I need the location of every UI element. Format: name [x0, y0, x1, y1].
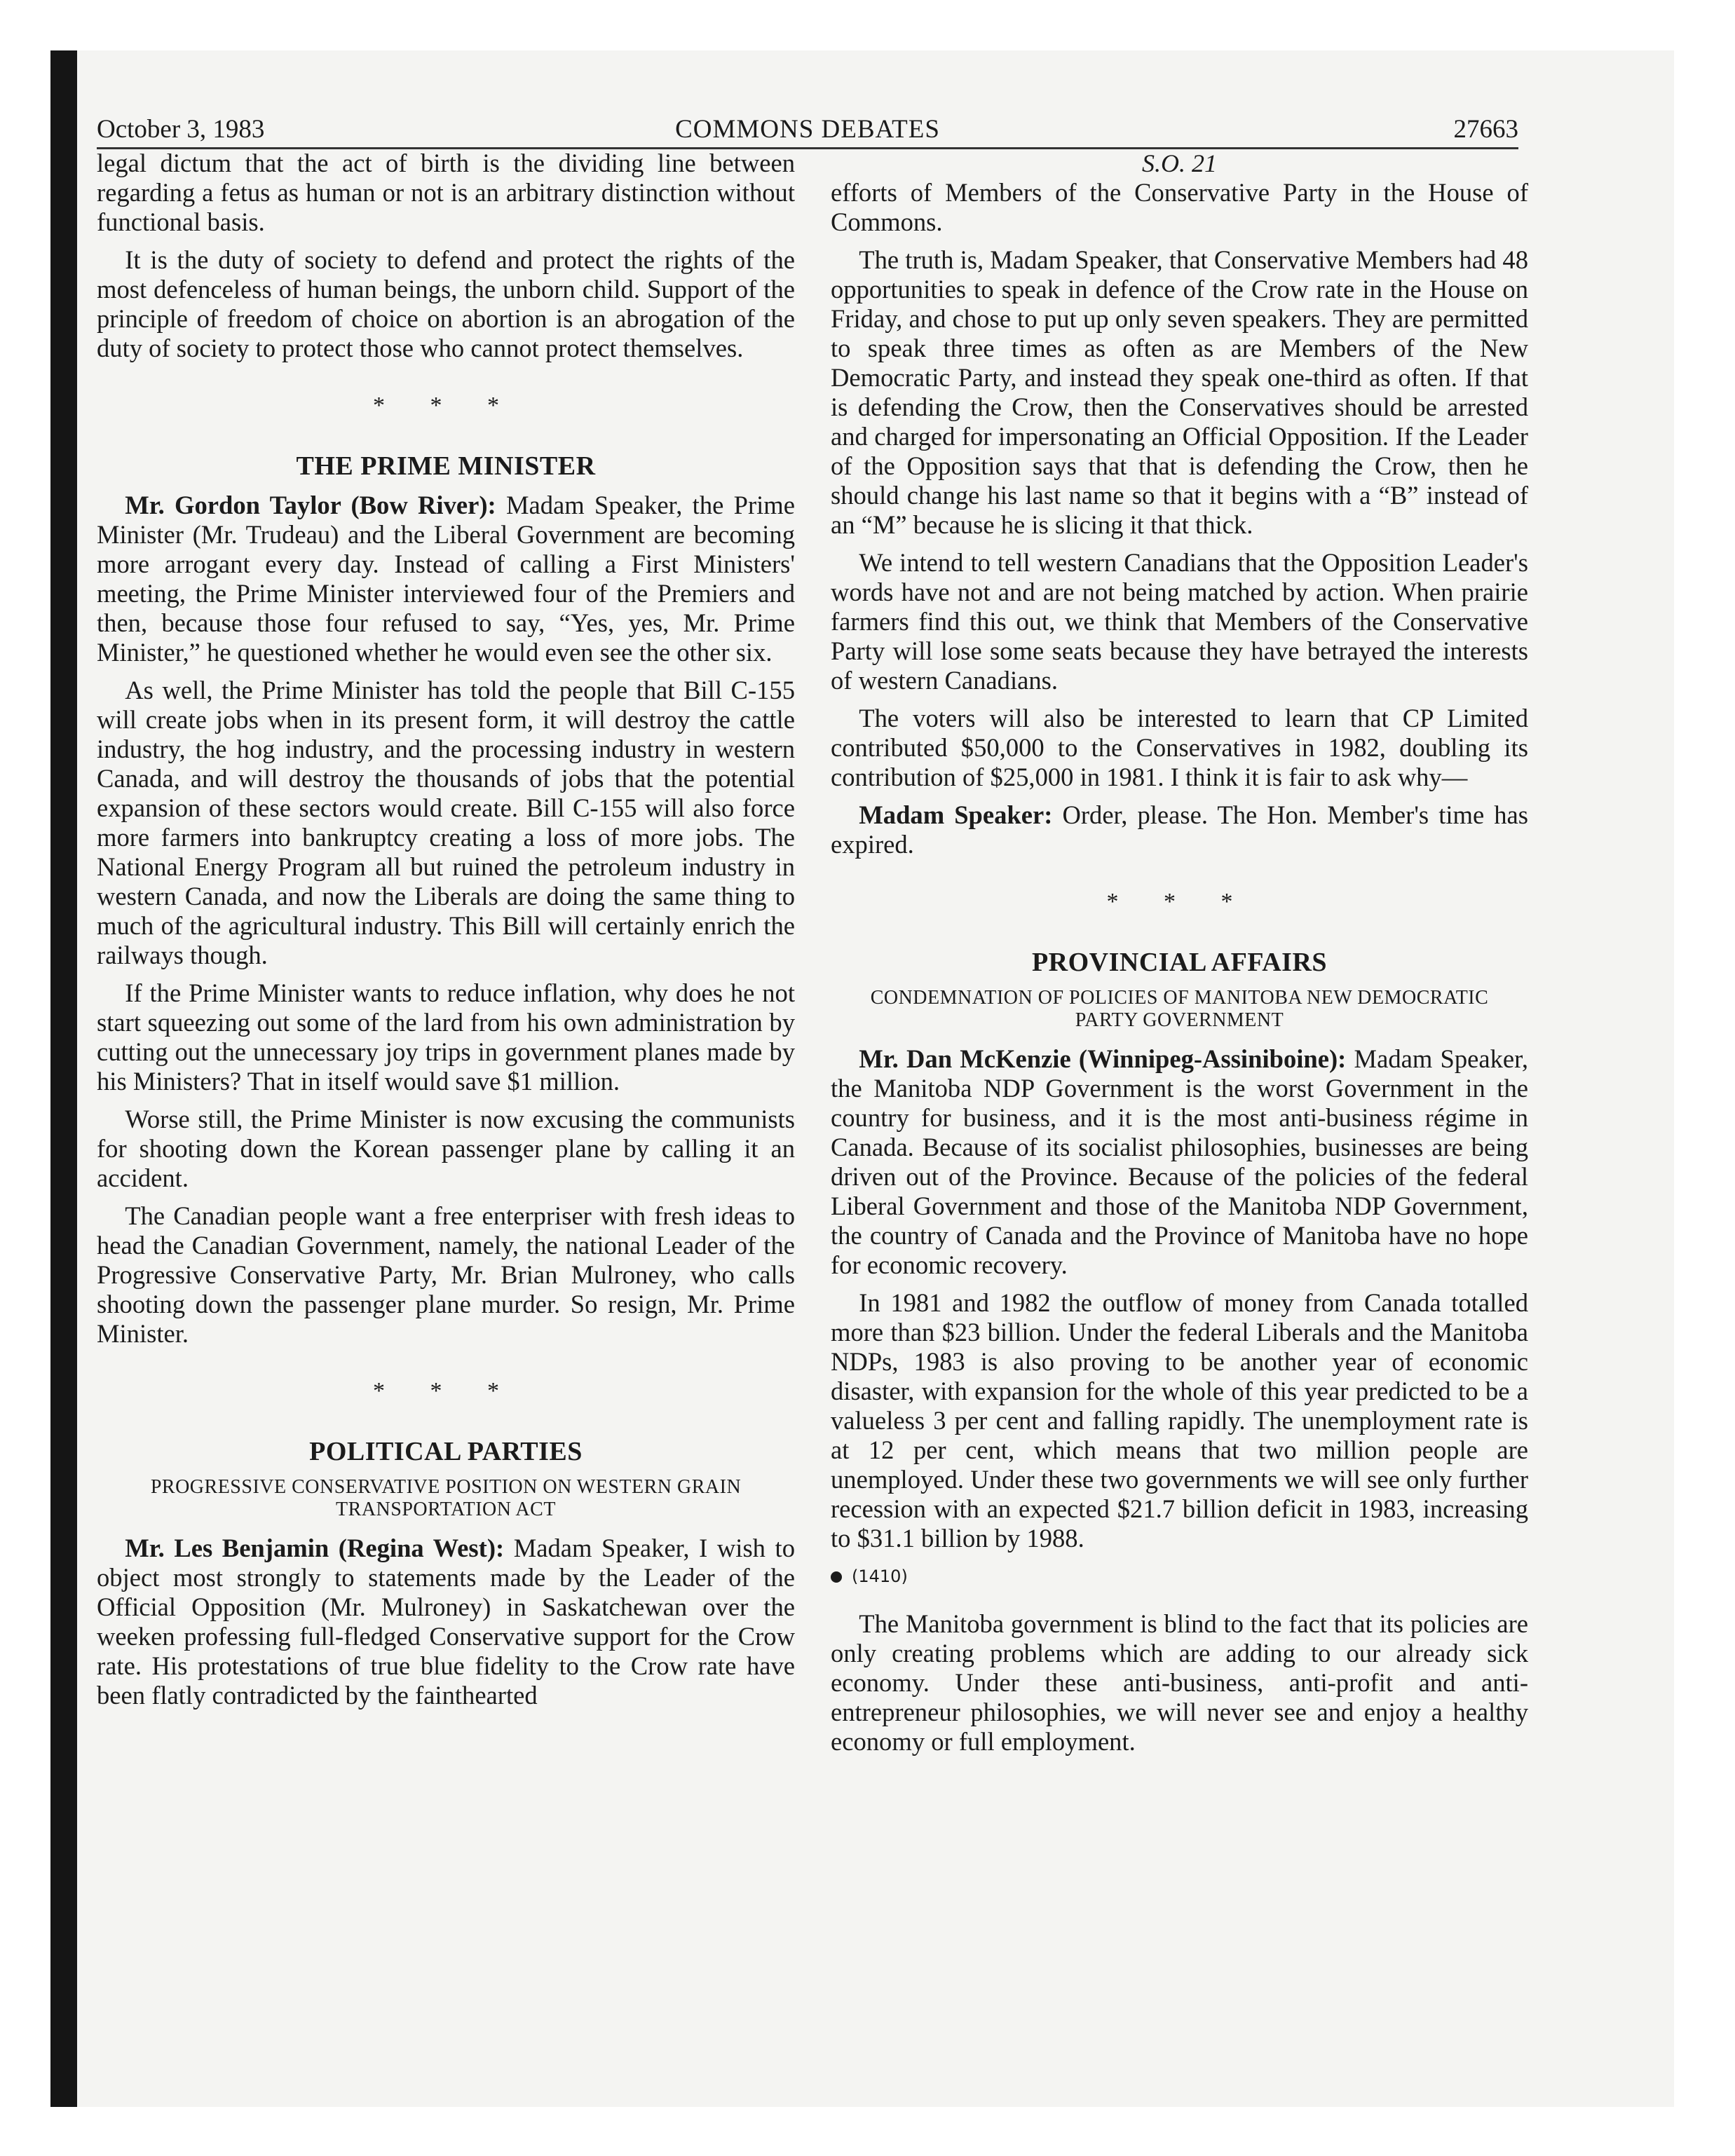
- section-subheading: CONDEMNATION OF POLICIES OF MANITOBA NEW DEMOCRATIC PARTY GOVERNMENT: [870, 987, 1489, 1031]
- section-subheading: PROGRESSIVE CONSERVATIVE POSITION ON WESTERN GRAIN TRANSPORTATION ACT: [150, 1476, 742, 1520]
- paragraph: efforts of Members of the Conservative Party in the House of Commons.: [831, 178, 1528, 236]
- section-heading-provincial-affairs: PROVINCIAL AFFAIRS: [1031, 948, 1328, 977]
- paragraph: The truth is, Madam Speaker, that Conservative Members had 48 opportunities to speak in defence of the Crow rate in the House on Friday, and chose to put up only seven speakers. They are permitted to speak three times as often as are Members of the New Democratic Party, and instead they speak one-third as often. If that is defending the Crow, then the Conservatives should be arrested and charged for impersonating an Official Opposition. If the Leader of the Opposition says that that is defending the Crow, then he should change his last name so that it begins with a “B” instead of an “M” because he is slicing it that thick.: [831, 245, 1528, 539]
- paragraph: The Manitoba government is blind to the fact that its policies are only creating problems which are adding to our already sick economy. Under these anti-business, anti-profit and anti-entrepreneur philosophies, we will never see and enjoy a healthy economy or full employment.: [831, 1609, 1528, 1756]
- paragraph: As well, the Prime Minister has told the people that Bill C-155 will create jobs when in its present form, it will destroy the cattle industry, the hog industry, and the processing industry in western Canada, and will destroy the thousands of jobs that the potential expansion of these sectors would create. Bill C-155 will also force more farmers into bankruptcy creating a loss of more jobs. The National Energy Program all but ruined the petroleum industry in western Canada, and now the Liberals are doing the same thing to much of the agricultural industry. This Bill will certainly enrich the railways though.: [97, 676, 795, 969]
- speech-paragraph: [97, 1534, 795, 1710]
- speech-text: Order, please. The Hon. Member's time has expired.: [831, 800, 1528, 859]
- header-title: COMMONS DEBATES: [675, 115, 940, 144]
- speech-paragraph: [831, 1044, 1528, 1280]
- header-page-number: 27663: [1453, 115, 1518, 144]
- paragraph: If the Prime Minister wants to reduce inflation, why does he not start squeezing out some of the lard from his own administration by cutting out the unnecessary joy trips in government planes made by his Ministers? That in itself would save $1 million.: [97, 978, 795, 1096]
- paragraph: The voters will also be interested to learn that CP Limited contributed $50,000 to the Conservatives in 1982, doubling its contribution of $25,000 in 1981. I think it is fair to ask why—: [831, 704, 1528, 791]
- page-header: [97, 104, 1518, 149]
- paragraph: In 1981 and 1982 the outflow of money from Canada totalled more than $23 billion. Under the federal Liberals and the Manitoba NDPs, 1983 is also proving to be another year of economic disaster, with expansion for the whole of this year predicted to be a valueless 3 per cent and falling rapidly. The unemployment rate is at 12 per cent, which means that two million people are unemployed. Under these two governments we will see only further recession with an expected $21.7 billion deficit in 1983, increasing to $31.1 billion by 1988.: [831, 1288, 1528, 1553]
- right-column: [831, 149, 1528, 1765]
- speech-paragraph: [831, 800, 1528, 859]
- paragraph: We intend to tell western Canadians that the Opposition Leader's words have not and are not being matched by action. When prairie farmers find this out, we think that Members of the Conservative Party will lose some seats because they have betrayed the interests of western Canadians.: [831, 548, 1528, 695]
- speech-text: Madam Speaker, the Manitoba NDP Government is the worst Government in the country for business, and it is the most anti-business régime in Canada. Because of its socialist philosophies, businesses are being driven out of the Province. Because of the policies of the federal Liberal Government and those of the Manitoba NDP Government, the country of Canada and the Province of Manitoba have no hope for economic recovery.: [831, 1044, 1528, 1279]
- section-separator: * * *: [373, 393, 519, 418]
- section-separator: * * *: [373, 1378, 519, 1404]
- time-marker-text: (1410): [852, 1567, 908, 1586]
- speaker-name: Madam Speaker:: [859, 800, 1053, 829]
- paragraph: It is the duty of society to defend and protect the rights of the most defenceless of human beings, the unborn child. Support of the principle of freedom of choice on abortion is an abrogation of the duty of society to protect those who cannot protect themselves.: [97, 245, 795, 362]
- paragraph: The Canadian people want a free enterpriser with fresh ideas to head the Canadian Government, namely, the national Leader of the Progressive Conservative Party, Mr. Brian Mulroney, who calls shooting down the passenger plane murder. So resign, Mr. Prime Minister.: [97, 1201, 795, 1348]
- speech-paragraph: [97, 491, 795, 667]
- speaker-name: Mr. Gordon Taylor (Bow River):: [125, 491, 496, 519]
- speaker-name: Mr. Dan McKenzie (Winnipeg-Assiniboine):: [859, 1044, 1347, 1073]
- standing-order-label: S.O. 21: [1142, 149, 1217, 177]
- bullet-dot-icon: [831, 1571, 842, 1583]
- section-heading-political-parties: POLITICAL PARTIES: [309, 1437, 583, 1466]
- section-heading-prime-minister: THE PRIME MINISTER: [296, 451, 596, 481]
- time-marker: [831, 1562, 1528, 1591]
- paragraph: legal dictum that the act of birth is the dividing line between regarding a fetus as human or not is an arbitrary distinction without functional basis.: [97, 149, 795, 236]
- left-column: [97, 149, 795, 1719]
- speech-text: Madam Speaker, I wish to object most strongly to statements made by the Leader of the Official Opposition (Mr. Mulroney) in Saskatchewan over the weeken professing full-fledged Conservative support for the Crow rate. His protestations of true blue fidelity to the Crow rate have been flatly contradicted by the fainthearted: [97, 1534, 795, 1710]
- paragraph: Worse still, the Prime Minister is now excusing the communists for shooting down the Korean passenger plane by calling it an accident.: [97, 1105, 795, 1192]
- section-separator: * * *: [1106, 889, 1253, 915]
- speaker-name: Mr. Les Benjamin (Regina West):: [125, 1534, 505, 1562]
- header-date: October 3, 1983: [97, 115, 265, 144]
- binding-edge: [50, 50, 77, 2107]
- speech-text: Madam Speaker, the Prime Minister (Mr. Trudeau) and the Liberal Government are becoming more arrogant every day. Instead of calling a First Ministers' meeting, the Prime Minister interviewed four of the Premiers and then, because those four refused to say, “Yes, yes, Mr. Prime Minister,” he questioned whether he would even see the other six.: [97, 491, 795, 667]
